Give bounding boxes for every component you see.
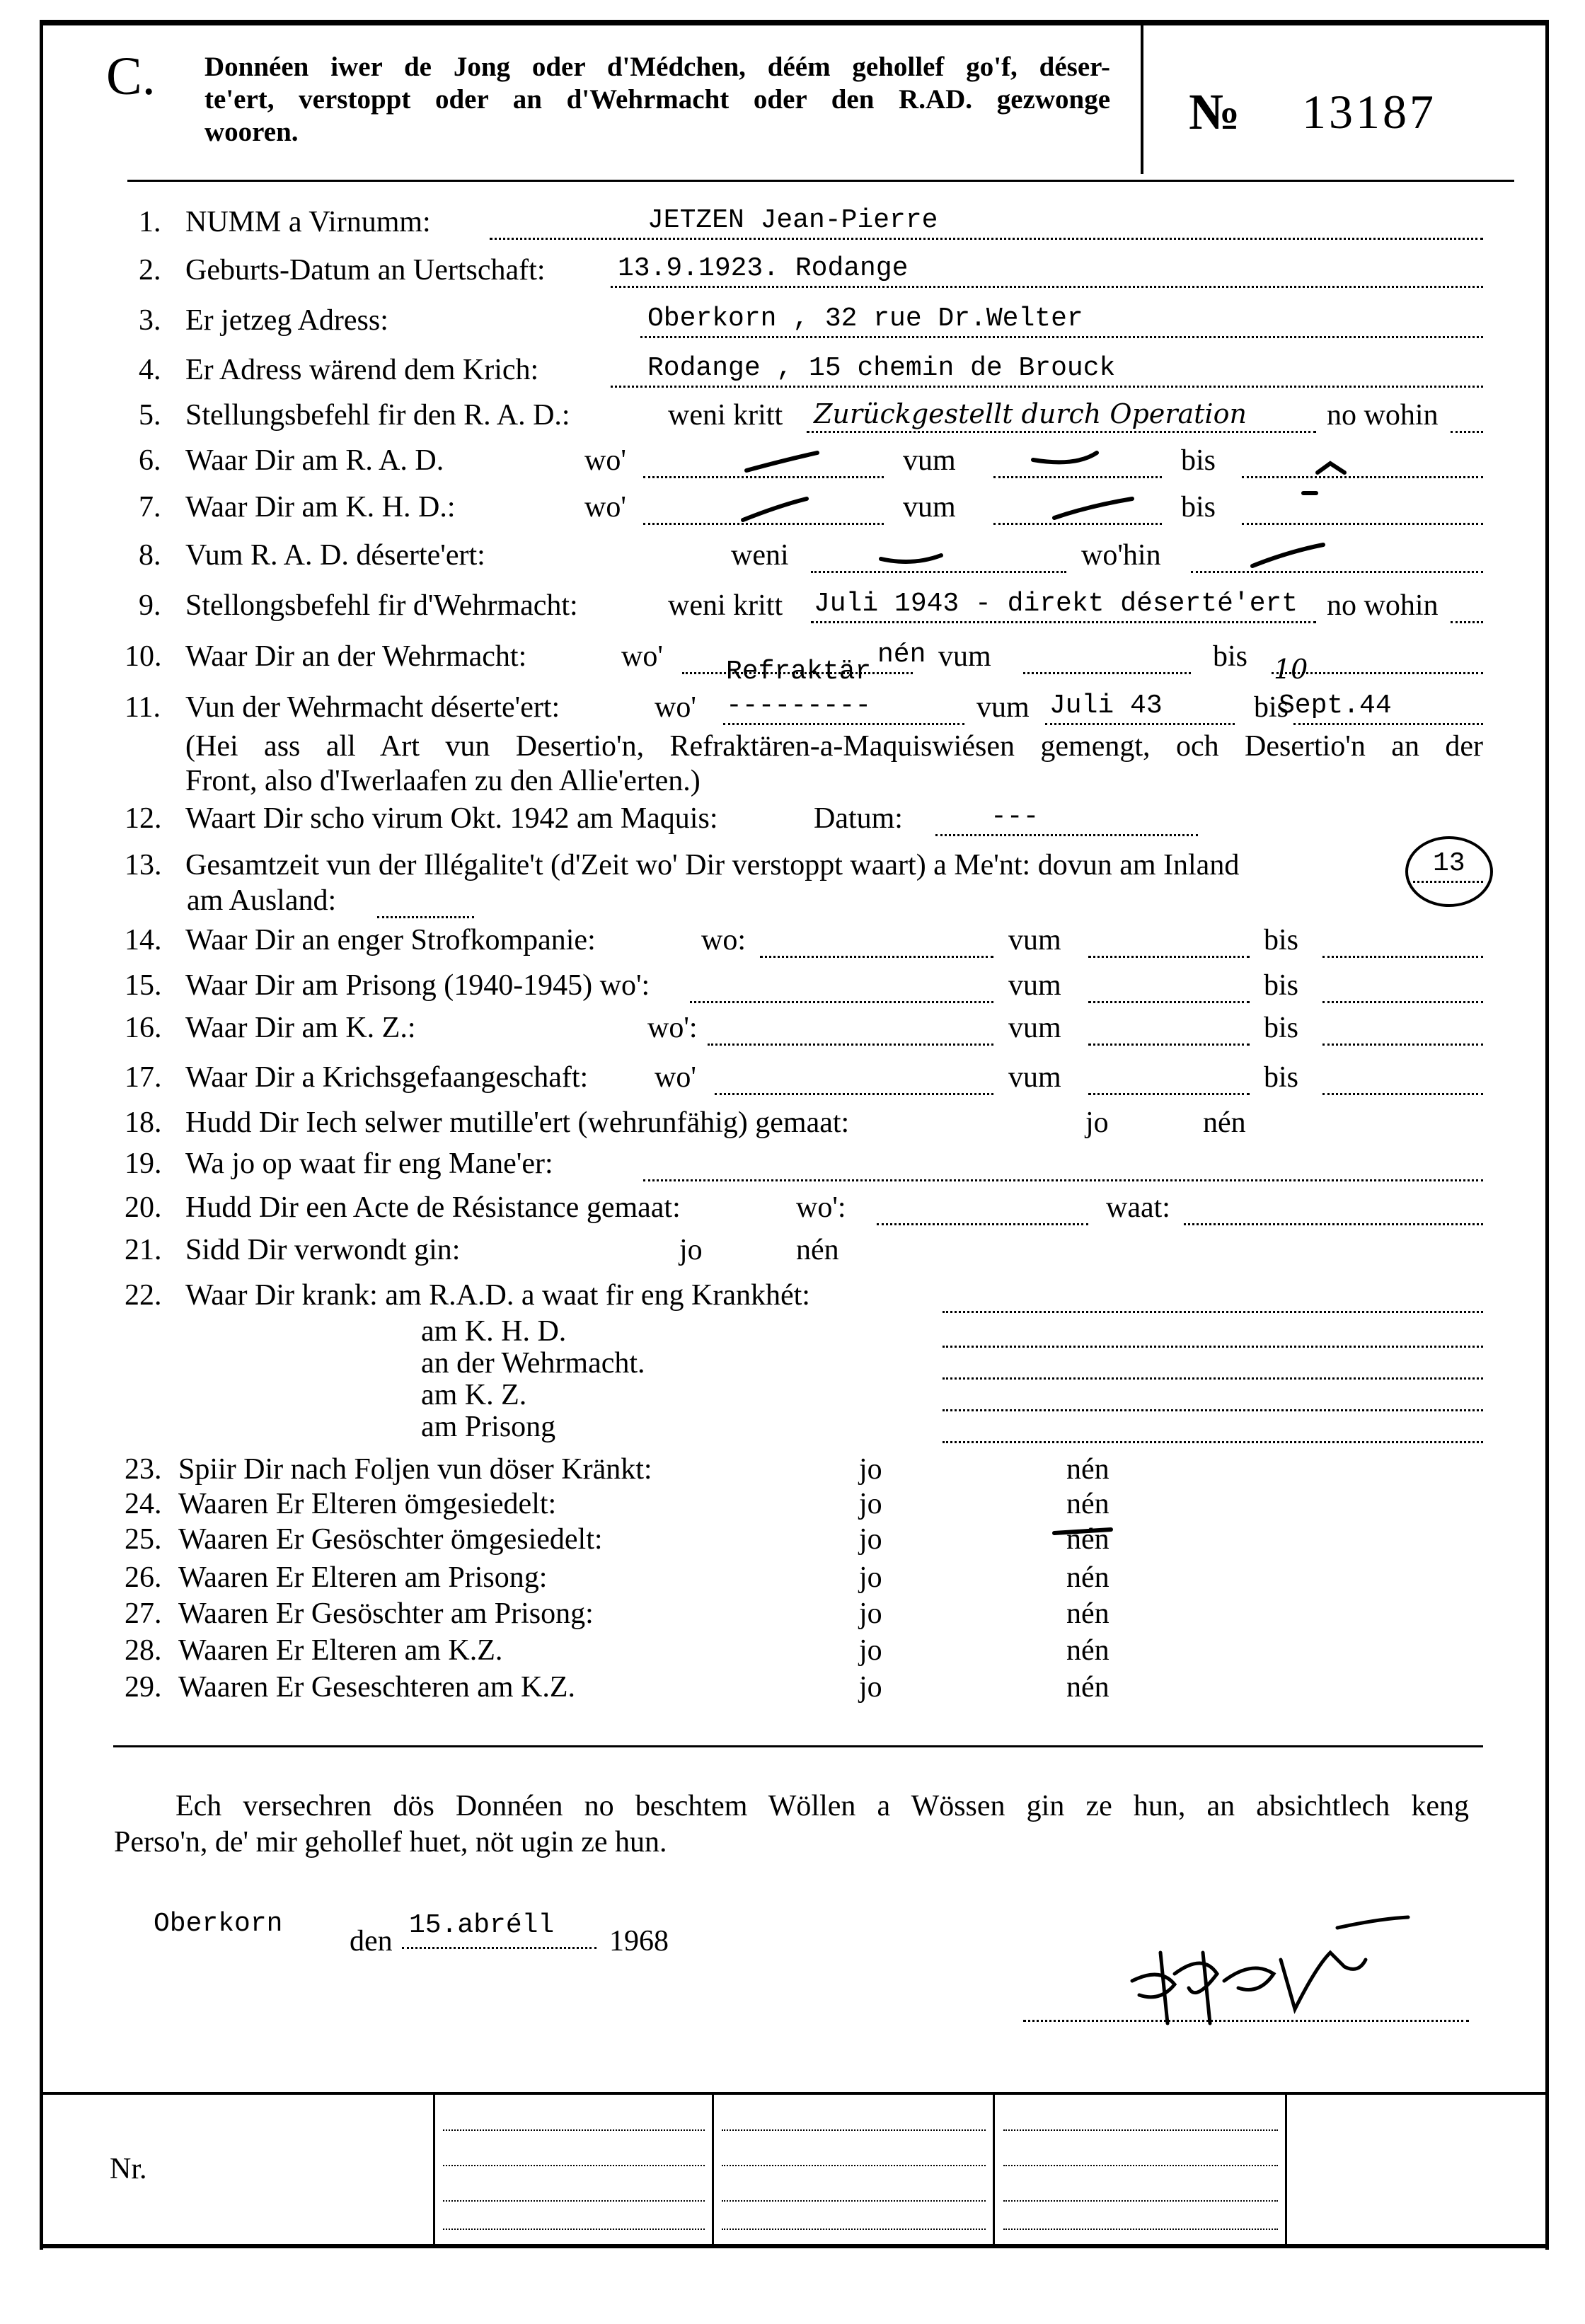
field-label-no[interactable]: nén	[1066, 1453, 1110, 1486]
question-number: 14.	[125, 924, 162, 956]
field-label-from-label: vum	[903, 444, 956, 477]
answer-field[interactable]	[811, 571, 1066, 573]
answer-value-value[interactable]: Oberkorn , 32 rue Dr.Welter	[647, 303, 1083, 334]
question-label: Waar Dir am R. A. D.	[185, 444, 444, 477]
question-label: Vun der Wehrmacht déserte'ert:	[185, 691, 560, 724]
field-label-yes[interactable]: jo	[859, 1523, 882, 1556]
footer-field[interactable]	[1003, 2129, 1278, 2131]
field-label-yes[interactable]: jo	[1085, 1106, 1109, 1139]
question-label: Vum R. A. D. déserte'ert:	[185, 539, 485, 572]
question-label: Waaren Er Elteren am Prisong:	[178, 1561, 548, 1594]
field-label-from-label: vum	[1008, 1061, 1061, 1094]
question-label: Er jetzeg Adress:	[185, 304, 388, 337]
footer-field[interactable]	[443, 2129, 705, 2131]
field-label-where-label: wo':	[647, 1012, 698, 1044]
answer-field[interactable]	[1451, 431, 1483, 433]
field-label-no[interactable]: nén	[1203, 1106, 1246, 1139]
field-label-from-label: vum	[903, 491, 956, 524]
question-label: Waart Dir scho virum Okt. 1942 am Maquis:	[185, 802, 718, 835]
footer-field[interactable]	[722, 2228, 986, 2230]
answer-field[interactable]	[1451, 621, 1483, 623]
footer-field[interactable]	[443, 2165, 705, 2166]
field-label-to-label: bis	[1213, 640, 1248, 673]
question-number: 6.	[139, 444, 161, 477]
signing-date[interactable]: 15.abréll	[409, 1910, 555, 1941]
question-label: Waaren Er Gesöschter am Prisong:	[178, 1597, 594, 1630]
answer-field[interactable]	[877, 1223, 1088, 1225]
question-number: 3.	[139, 304, 161, 337]
question-label: Waaren Er Gesöschter ömgesiedelt:	[178, 1523, 603, 1556]
note-line: (Hei ass all Art vun Desertio'n, Refraktären-a-Maquiswiésen gemengt, och Desertio'n an der	[185, 730, 1483, 763]
field-label-no[interactable]: nén	[1066, 1561, 1110, 1594]
illness-sub-label: am K. H. D.	[421, 1315, 567, 1348]
answer-field[interactable]	[1023, 672, 1191, 674]
question-number: 7.	[139, 491, 161, 524]
answer-field[interactable]	[993, 476, 1162, 478]
answer-value-value[interactable]: Rodange , 15 chemin de Brouck	[647, 353, 1116, 383]
field-label-where-label: no wohin	[1327, 589, 1439, 622]
field-label-from-label: vum	[1008, 1012, 1061, 1044]
border-right	[1545, 20, 1549, 2250]
question-label: Waar Dir krank: am R.A.D. a waat fir eng Krankhét:	[185, 1279, 810, 1312]
answer-field[interactable]	[1191, 571, 1483, 573]
answer-field[interactable]	[807, 431, 1316, 433]
footer-field[interactable]	[1003, 2200, 1278, 2202]
answer-field[interactable]	[643, 476, 884, 478]
answer-field[interactable]	[1088, 1001, 1250, 1003]
field-label-to-label: bis	[1181, 444, 1216, 477]
answer-field[interactable]	[611, 386, 1483, 388]
footer-column-divider	[712, 2094, 714, 2244]
answer-field[interactable]	[1242, 523, 1483, 525]
declaration-line: Perso'n, de' mir gehollef huet, nöt ugin ze hun.	[114, 1826, 667, 1858]
den-label: den	[350, 1925, 393, 1958]
footer-column-divider	[1285, 2094, 1287, 2244]
field-label-date-label: Datum:	[814, 802, 903, 835]
question-label: Waar Dir an der Wehrmacht:	[185, 640, 527, 673]
field-label-when-label: weni kritt	[668, 399, 783, 432]
question-label: Hudd Dir een Acte de Résistance gemaat:	[185, 1191, 681, 1224]
field-label-yes[interactable]: jo	[859, 1453, 882, 1486]
question-label: Waar Dir am K. H. D.:	[185, 491, 456, 524]
answer-field[interactable]	[943, 1311, 1483, 1313]
signing-year: 1968	[609, 1925, 669, 1958]
field-label-from-label: vum	[976, 691, 1030, 724]
answer-field[interactable]	[1322, 1044, 1483, 1046]
field-label-where-label: wo'	[621, 640, 663, 673]
field-label-yes[interactable]: jo	[859, 1597, 882, 1630]
field-label-where-label: wo'hin	[1081, 539, 1161, 572]
question-number: 28.	[125, 1634, 162, 1667]
answer-value-to[interactable]: Sept.44	[1279, 690, 1392, 721]
answer-value-value[interactable]: Juli 1943 - direkt déserté'ert	[814, 589, 1298, 619]
declaration-line: Ech versechren dös Donnéen no beschtem Wöllen a Wössen gin ze hun, an absichtlech keng	[175, 1790, 1469, 1822]
question-number: 26.	[125, 1561, 162, 1594]
field-label-where-label: wo':	[796, 1191, 846, 1224]
question-label: Waar Dir am K. Z.:	[185, 1012, 416, 1044]
field-label-to-label: bis	[1254, 691, 1289, 724]
answer-value-inland[interactable]: 13	[1433, 848, 1465, 879]
illness-sub-label: an der Wehrmacht.	[421, 1347, 645, 1380]
question-label: Er Adress wärend dem Krich:	[185, 354, 539, 386]
signature	[1132, 1917, 1408, 2023]
question-label: Stellongsbefehl fir d'Wehrmacht:	[185, 589, 578, 622]
field-label-to-label: bis	[1264, 969, 1299, 1002]
field-label-yes[interactable]: jo	[679, 1234, 703, 1266]
header-divider	[127, 180, 1514, 182]
field-label-to-label: bis	[1264, 1061, 1299, 1094]
question-number: 16.	[125, 1012, 162, 1044]
answer-field[interactable]	[643, 523, 884, 525]
handwritten-handwritten: Zurückgestellt durch Operation	[814, 398, 1247, 429]
field-label-from-label: vum	[1008, 969, 1061, 1002]
answer-field[interactable]	[611, 286, 1483, 288]
question-label: Waar Dir an enger Strofkompanie:	[185, 924, 596, 956]
question-number: 15.	[125, 969, 162, 1002]
question-number: 25.	[125, 1523, 162, 1556]
answer-field[interactable]	[811, 621, 1316, 623]
answer-field[interactable]	[993, 523, 1162, 525]
answer-field[interactable]	[935, 834, 1198, 836]
field-label-no[interactable]: nén	[1066, 1488, 1110, 1520]
field-label-yes[interactable]: jo	[859, 1561, 882, 1594]
field-label-what-label: waat:	[1106, 1191, 1170, 1224]
answer-field[interactable]	[640, 336, 1483, 338]
border-top	[41, 20, 1548, 25]
question-number: 1.	[139, 206, 161, 238]
answer-field[interactable]	[943, 1377, 1483, 1380]
answer-field[interactable]	[690, 1001, 993, 1003]
field-label-where-label: no wohin	[1327, 399, 1439, 432]
field-label-no[interactable]: nén	[1066, 1597, 1110, 1630]
answer-field[interactable]	[723, 723, 964, 725]
question-number: 8.	[139, 539, 161, 572]
answer-field[interactable]	[1242, 476, 1483, 478]
question-number: 13.	[125, 849, 162, 881]
question-label: Gesamtzeit vun der Illégalite't (d'Zeit wo' Dir verstoppt waart) a Me'nt: dovun am Inland	[185, 849, 1240, 881]
nr-label: Nr.	[110, 2153, 147, 2185]
handwritten-to-correction: 10	[1274, 654, 1308, 685]
question-label: Waaren Er Elteren ömgesiedelt:	[178, 1488, 557, 1520]
answer-field[interactable]	[1322, 956, 1483, 958]
footer-field[interactable]	[722, 2165, 986, 2166]
answer-field[interactable]	[943, 1441, 1483, 1443]
answer-field[interactable]	[1322, 1093, 1483, 1095]
answer-field[interactable]	[715, 1093, 993, 1095]
question-label: Waaren Er Geseschteren am K.Z.	[178, 1671, 576, 1704]
field-label-yes[interactable]: jo	[859, 1671, 882, 1704]
question-number: 24.	[125, 1488, 162, 1520]
illness-sub-label: am Prisong	[421, 1411, 556, 1443]
answer-field[interactable]	[1045, 723, 1235, 725]
question-label: Waaren Er Elteren am K.Z.	[178, 1634, 503, 1667]
footer-field[interactable]	[722, 2129, 986, 2131]
answer-field[interactable]	[377, 916, 474, 918]
footer-field[interactable]	[443, 2228, 705, 2230]
question-number: 10.	[125, 640, 162, 673]
answer-field[interactable]	[1088, 1093, 1250, 1095]
question-label: Hudd Dir Iech selwer mutille'ert (wehrunfähig) gemaat:	[185, 1106, 850, 1139]
form-section-letter: C.	[106, 47, 156, 106]
question-label: Spiir Dir nach Foljen vun döser Kränkt:	[178, 1453, 652, 1486]
form-title-line: te'ert, verstoppt oder an d'Wehrmacht oder den R.AD. gezwonge	[204, 84, 1110, 115]
number-symbol: №	[1189, 83, 1240, 140]
signature-dotted-line	[1023, 2020, 1469, 2022]
field-label-where-label: wo'	[655, 691, 696, 724]
answer-field[interactable]	[708, 1044, 993, 1046]
question-number: 27.	[125, 1597, 162, 1630]
form-number: 13187	[1302, 85, 1436, 139]
answer-field[interactable]	[1184, 1223, 1483, 1225]
answer-value-where[interactable]: nén	[877, 640, 926, 670]
answer-value-where[interactable]: Refraktär	[726, 657, 872, 687]
header-vertical-divider	[1141, 25, 1143, 174]
field-label-no[interactable]: nén	[1066, 1671, 1110, 1704]
question-number: 2.	[139, 254, 161, 287]
footer-table-top	[41, 2092, 1548, 2095]
form-title-line: Donnéen iwer de Jong oder d'Médchen, déém gehollef go'f, déser-	[204, 52, 1110, 82]
question-number: 9.	[139, 589, 161, 622]
question-label: Waar Dir a Krichsgefaangeschaft:	[185, 1061, 589, 1094]
answer-field[interactable]	[1088, 1044, 1250, 1046]
footer-column-divider	[433, 2094, 435, 2244]
field-label-to-label: bis	[1264, 1012, 1299, 1044]
field-label-no[interactable]: nén	[1066, 1634, 1110, 1667]
question-label: Stellungsbefehl fir den R. A. D.:	[185, 399, 570, 432]
answer-field[interactable]	[1408, 881, 1483, 883]
question-label: Waar Dir am Prisong (1940-1945) wo':	[185, 969, 650, 1002]
field-label-yes[interactable]: jo	[859, 1634, 882, 1667]
field-label-from-label: vum	[938, 640, 991, 673]
answer-field[interactable]	[760, 956, 993, 958]
field-label-where-label: wo'	[584, 491, 626, 524]
footer-field[interactable]	[1003, 2165, 1278, 2166]
field-label-when-label: weni	[731, 539, 789, 572]
footer-field[interactable]	[722, 2200, 986, 2202]
question-number: 5.	[139, 399, 161, 432]
answer-value-from[interactable]: Juli 43	[1049, 690, 1163, 721]
answer-field[interactable]	[490, 238, 1483, 240]
answer-field[interactable]	[643, 1179, 1483, 1181]
field-label-where-label: wo'	[655, 1061, 696, 1094]
form-title-line: wooren.	[204, 117, 299, 147]
border-bottom	[41, 2244, 1548, 2248]
field-label-label2: am Ausland:	[187, 884, 337, 917]
question-number: 4.	[139, 354, 161, 386]
question-number: 29.	[125, 1671, 162, 1704]
border-left	[40, 20, 43, 2250]
question-number: 17.	[125, 1061, 162, 1094]
question-number: 21.	[125, 1234, 162, 1266]
question-label: Geburts-Datum an Uertschaft:	[185, 254, 546, 287]
question-number: 23.	[125, 1453, 162, 1486]
signing-place[interactable]: Oberkorn	[154, 1909, 283, 1939]
field-label-to-label: bis	[1181, 491, 1216, 524]
field-label-no[interactable]: nén	[796, 1234, 839, 1266]
question-label: Sidd Dir verwondt gin:	[185, 1234, 461, 1266]
form-title	[204, 51, 1110, 149]
question-number: 18.	[125, 1106, 162, 1139]
note-line: Front, also d'Iwerlaafen zu den Allie'erten.)	[185, 765, 701, 797]
question-number: 12.	[125, 802, 162, 835]
footer-field[interactable]	[1003, 2228, 1278, 2230]
question-number: 22.	[125, 1279, 162, 1312]
question-number: 20.	[125, 1191, 162, 1224]
question-number: 11.	[125, 691, 161, 724]
field-label-when-label: weni kritt	[668, 589, 783, 622]
answer-field[interactable]	[1322, 1001, 1483, 1003]
question-label: NUMM a Virnumm:	[185, 206, 431, 238]
field-label-yes[interactable]: jo	[859, 1488, 882, 1520]
answer-value-value[interactable]: JETZEN Jean-Pierre	[647, 205, 938, 236]
field-label-from-label: vum	[1008, 924, 1061, 956]
date-dotted-line	[402, 1947, 596, 1949]
footer-column-divider	[993, 2094, 995, 2244]
question-number: 19.	[125, 1147, 162, 1180]
question-label: Wa jo op waat fir eng Mane'er:	[185, 1147, 553, 1180]
field-label-no[interactable]: nén	[1066, 1523, 1110, 1556]
answer-field[interactable]	[1293, 723, 1483, 725]
section-divider	[113, 1745, 1483, 1747]
footer-field[interactable]	[443, 2200, 705, 2202]
illness-sub-label: am K. Z.	[421, 1379, 527, 1411]
answer-value-value[interactable]: 13.9.1923. Rodange	[618, 253, 909, 284]
field-label-where-label: wo:	[701, 924, 746, 956]
answer-field[interactable]	[943, 1346, 1483, 1348]
answer-value-date[interactable]: ---	[991, 802, 1039, 832]
answer-field[interactable]	[943, 1409, 1483, 1411]
field-label-to-label: bis	[1264, 924, 1299, 956]
answer-field[interactable]	[1088, 956, 1250, 958]
answer-value-where-strike[interactable]: ---------	[726, 690, 872, 721]
field-label-where-label: wo'	[584, 444, 626, 477]
